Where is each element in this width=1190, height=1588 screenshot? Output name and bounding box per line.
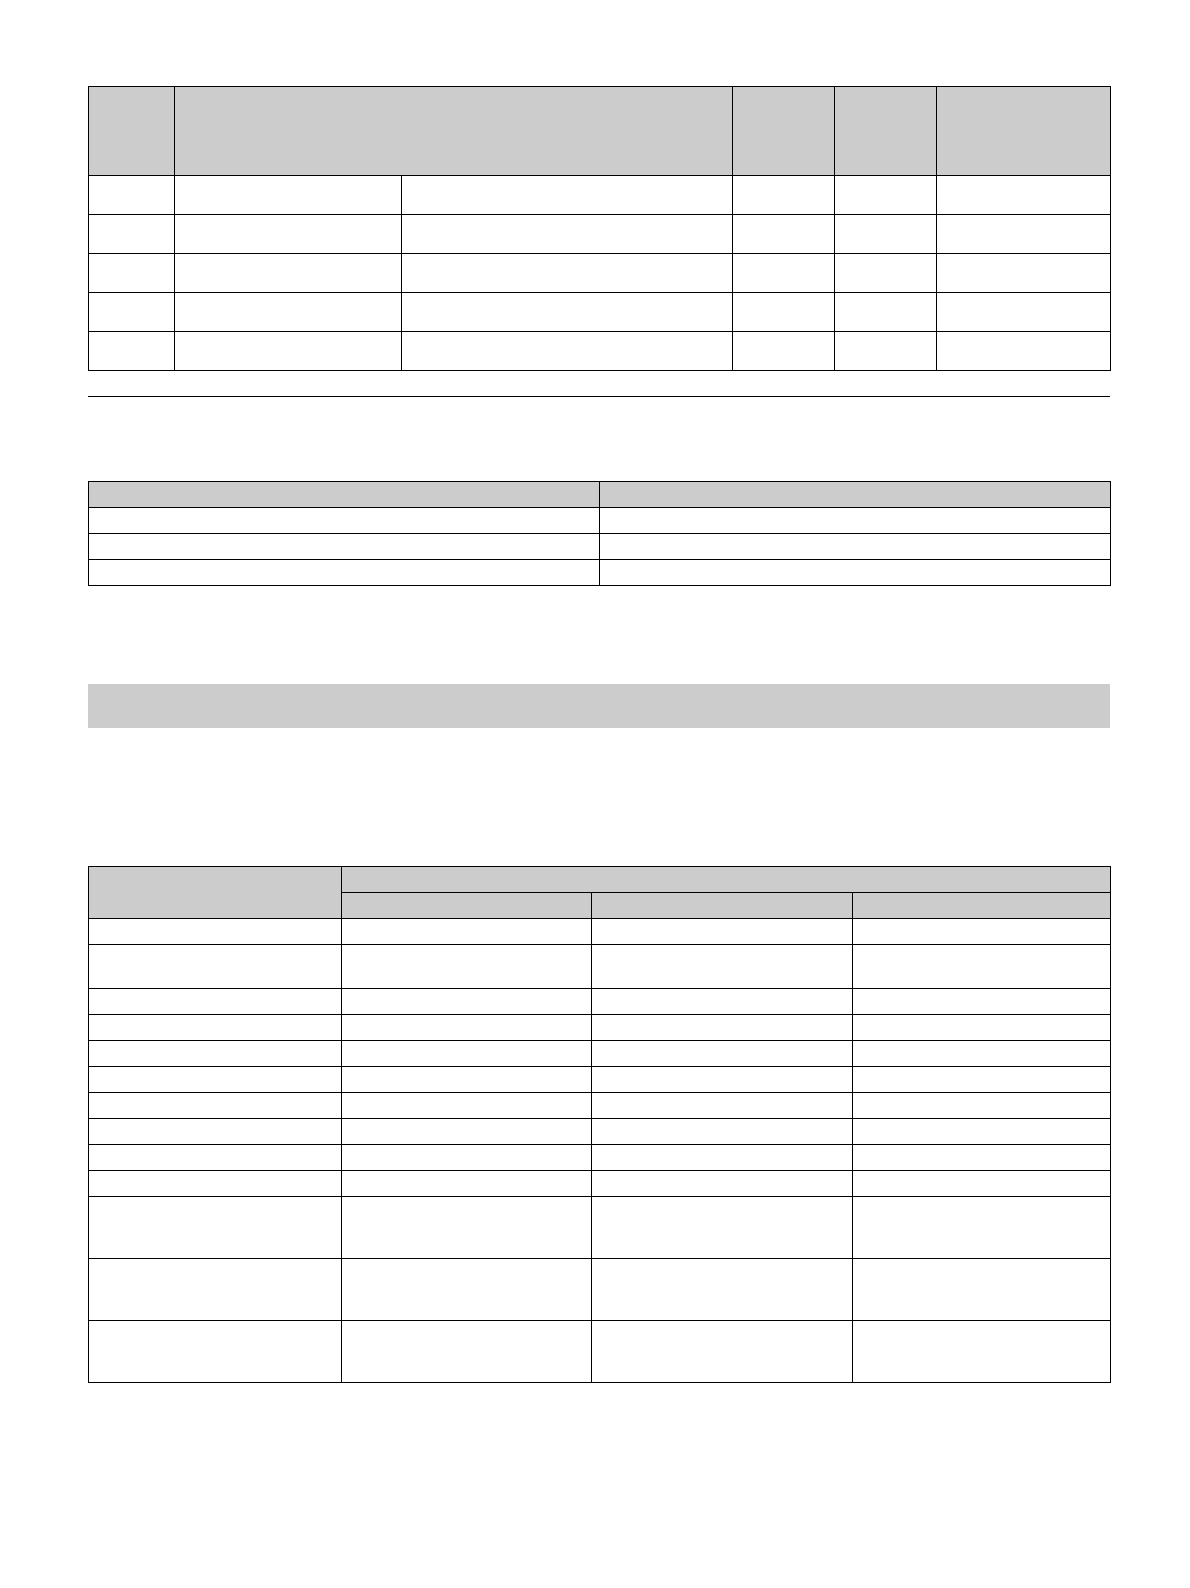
table-cell [342, 1145, 592, 1171]
table-cell [733, 176, 835, 215]
table-cell [402, 215, 733, 254]
table-cell [853, 1067, 1111, 1093]
table-cell [835, 215, 937, 254]
table-cell [89, 1015, 342, 1041]
table-cell [592, 1015, 853, 1041]
table-cell [600, 508, 1111, 534]
table-cell [342, 989, 592, 1015]
table-3-header-group-cell [342, 867, 1111, 893]
table-cell [89, 1321, 342, 1383]
table-3 [88, 866, 1111, 1383]
table-row [89, 332, 1111, 371]
table-cell [853, 945, 1111, 989]
table-cell [600, 534, 1111, 560]
table-cell [342, 1321, 592, 1383]
table-cell [592, 945, 853, 989]
table-cell [89, 332, 175, 371]
table-cell [89, 1093, 342, 1119]
table-cell [89, 1259, 342, 1321]
table-cell [342, 1093, 592, 1119]
table-row [89, 176, 1111, 215]
table-3-header-row [89, 867, 1111, 893]
table-cell [342, 945, 592, 989]
table-cell [937, 293, 1111, 332]
table-cell [853, 919, 1111, 945]
table-row [89, 1197, 1111, 1259]
table-cell [342, 1041, 592, 1067]
table-cell [175, 293, 402, 332]
table-cell [853, 1119, 1111, 1145]
table-cell [733, 215, 835, 254]
table-cell [853, 1015, 1111, 1041]
table-cell [89, 254, 175, 293]
table-cell [89, 1067, 342, 1093]
table-cell [592, 1093, 853, 1119]
table-row [89, 560, 1111, 586]
table-cell [89, 945, 342, 989]
table-3-subheader-cell [592, 893, 853, 919]
table-1 [88, 86, 1111, 371]
table-1-header-cell [733, 87, 835, 176]
table-cell [853, 1321, 1111, 1383]
section-header-band [88, 684, 1110, 728]
table-cell [89, 1041, 342, 1067]
table-cell [853, 989, 1111, 1015]
table-cell [89, 215, 175, 254]
table-cell [853, 1197, 1111, 1259]
table-cell [175, 176, 402, 215]
table-cell [853, 1041, 1111, 1067]
table-cell [592, 1197, 853, 1259]
table-cell [853, 1259, 1111, 1321]
table-cell [835, 293, 937, 332]
table-3-subheader-cell [853, 893, 1111, 919]
table-cell [835, 332, 937, 371]
table-cell [600, 560, 1111, 586]
table-cell [853, 1171, 1111, 1197]
table-cell [592, 1171, 853, 1197]
table-row [89, 1259, 1111, 1321]
table-row [89, 1015, 1111, 1041]
table-cell [853, 1145, 1111, 1171]
table-cell [89, 989, 342, 1015]
table-row [89, 293, 1111, 332]
table-cell [342, 1197, 592, 1259]
table-3-subheader-cell [342, 893, 592, 919]
table-cell [592, 1067, 853, 1093]
table-row [89, 1041, 1111, 1067]
table-cell [733, 254, 835, 293]
table-3-header-cell [89, 867, 342, 919]
table-cell [89, 919, 342, 945]
table-row [89, 919, 1111, 945]
table-cell [89, 1171, 342, 1197]
table-cell [89, 560, 600, 586]
table-cell [89, 293, 175, 332]
table-1-header-cell [175, 87, 733, 176]
table-cell [592, 1259, 853, 1321]
table-1-header-cell [89, 87, 175, 176]
table-cell [937, 254, 1111, 293]
table-cell [89, 534, 600, 560]
table-cell [402, 254, 733, 293]
table-cell [592, 919, 853, 945]
table-cell [342, 1259, 592, 1321]
table-cell [402, 332, 733, 371]
table-cell [592, 1119, 853, 1145]
table-cell [733, 293, 835, 332]
table-row [89, 1119, 1111, 1145]
table-cell [733, 332, 835, 371]
table-cell [89, 1119, 342, 1145]
table-cell [937, 215, 1111, 254]
table-cell [402, 176, 733, 215]
table-row [89, 508, 1111, 534]
table-cell [175, 332, 402, 371]
table-cell [342, 919, 592, 945]
table-row [89, 989, 1111, 1015]
table-cell [835, 176, 937, 215]
table-cell [592, 1041, 853, 1067]
table-2-header-row [89, 482, 1111, 508]
table-cell [835, 254, 937, 293]
table-cell [89, 1197, 342, 1259]
table-row [89, 215, 1111, 254]
table-cell [342, 1067, 592, 1093]
table-cell [89, 176, 175, 215]
table-cell [853, 1093, 1111, 1119]
table-row [89, 945, 1111, 989]
table-cell [592, 989, 853, 1015]
table-cell [402, 293, 733, 332]
section-divider [88, 396, 1110, 397]
table-cell [592, 1145, 853, 1171]
table-1-header-cell [937, 87, 1111, 176]
table-cell [937, 332, 1111, 371]
table-1-header-cell [835, 87, 937, 176]
table-row [89, 1321, 1111, 1383]
table-cell [342, 1119, 592, 1145]
table-row [89, 254, 1111, 293]
table-row [89, 1145, 1111, 1171]
table-cell [342, 1171, 592, 1197]
table-2-header-cell [89, 482, 600, 508]
table-row [89, 1093, 1111, 1119]
table-row [89, 1171, 1111, 1197]
table-row [89, 534, 1111, 560]
table-cell [175, 215, 402, 254]
table-cell [175, 254, 402, 293]
table-2-header-cell [600, 482, 1111, 508]
table-cell [937, 176, 1111, 215]
table-2 [88, 481, 1111, 586]
table-row [89, 1067, 1111, 1093]
table-cell [89, 508, 600, 534]
table-cell [592, 1321, 853, 1383]
table-cell [342, 1015, 592, 1041]
table-1-header-row [89, 87, 1111, 176]
table-cell [89, 1145, 342, 1171]
